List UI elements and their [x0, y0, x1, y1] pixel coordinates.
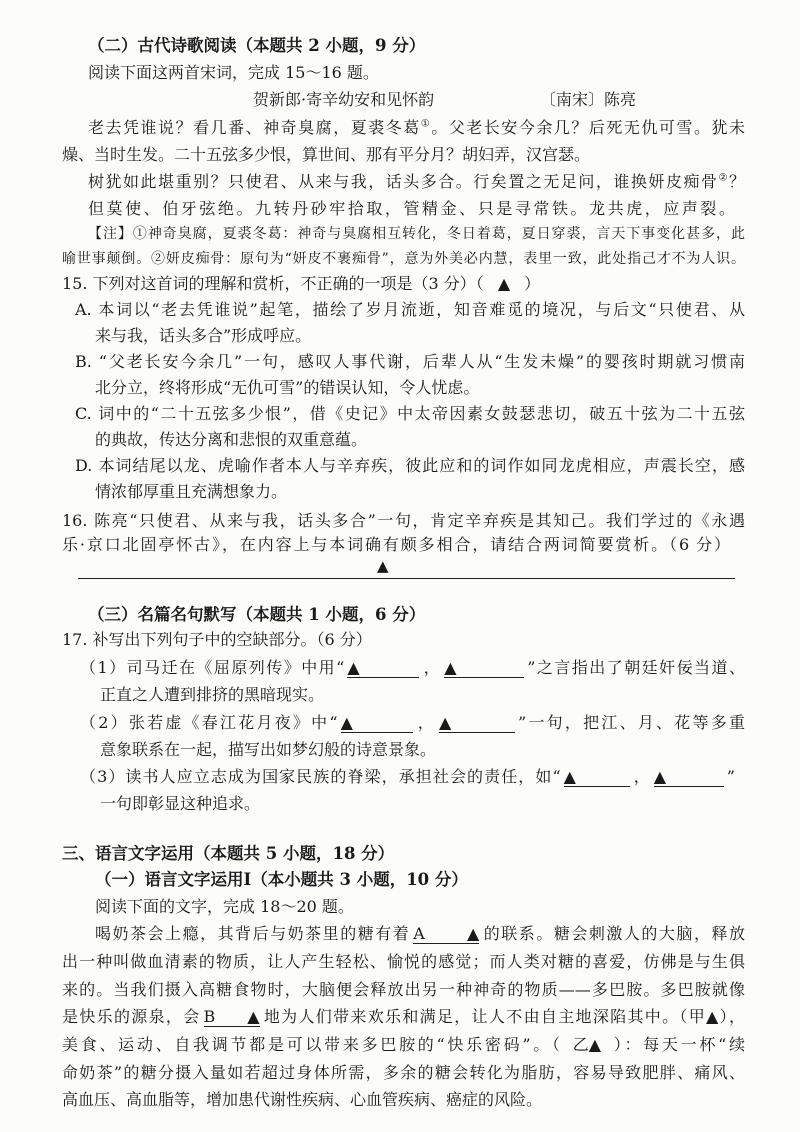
- fill-blank-a: A▲: [413, 924, 480, 943]
- poetry-instruction: 阅读下面这两首宋词，完成 15～16 题。: [88, 63, 379, 82]
- passage-text: 地为人们带来欢乐和满足，让人不由自主地深陷其中。（: [262, 1007, 689, 1026]
- passage-line-2: 出一种叫做血清素的物质，让人产生轻松、愉悦的感觉；而人类对糖的喜爱，仿佛是与生俱: [62, 952, 745, 971]
- item-text: ”一句，把江、月、花等多重: [518, 713, 745, 732]
- answer-mark-yi: 乙▲: [572, 1035, 601, 1054]
- item-text: ，: [422, 658, 442, 677]
- recitation-item-1-line-2: 正直之人遭到排挤的黑暗现实。: [100, 685, 325, 704]
- fill-blank: ▲: [439, 714, 515, 733]
- option-b-line-1: B. “父老长安今余几”一句，感叹人事代谢，后辈人从“生发未燥”的婴孩时期就习惯南: [75, 352, 745, 371]
- passage-line-3: 来的。当我们摄入高糖食物时，大脑便会释放出另一种神奇的物质——多巴胺。多巴胺就像: [62, 980, 745, 999]
- language-subsection-heading: （一）语言文字运用Ⅰ（本小题共 3 小题，10 分）: [95, 870, 468, 889]
- item-text: （3）读书人应立志成为国家民族的脊梁，承担社会的责任，如“: [80, 767, 561, 786]
- footnote-marker: ②: [718, 172, 729, 184]
- option-c-line-2: 的典故，传达分离和悲恨的双重意蕴。: [95, 430, 368, 449]
- poem-note-line: 喻世事颠倒。②妍皮痴骨：原句为“妍皮不裹痴骨”，意为外美必内慧，表里一致，此处指己才不为人识。: [62, 251, 745, 267]
- passage-line-5: [62, 1034, 745, 1056]
- language-section-heading: 三、语言文字运用（本题共 5 小题，18 分）: [62, 844, 395, 863]
- passage-text: ），: [719, 1007, 745, 1026]
- answer-mark-jia: 甲▲: [688, 1007, 720, 1026]
- passage-line-1: [95, 923, 745, 945]
- poetry-section-heading: （二）古代诗歌阅读（本题共 2 小题，9 分）: [88, 36, 426, 55]
- question-16-line-2: 乐·京口北固亭怀古》，在内容上与本词确有颇多相合，请结合两词简要赏析。（6 分）: [62, 535, 730, 554]
- poem-author: 〔南宋〕陈亮: [540, 90, 637, 109]
- question-17-stem: 17. 补写出下列句子中的空缺部分。（6 分）: [62, 630, 372, 649]
- fill-blank-b: B▲: [203, 1007, 260, 1026]
- footnote-marker: ①: [420, 118, 432, 130]
- recitation-item-2-line-2: 意象联系在一起，描写出如梦幻般的诗意景象。: [100, 740, 437, 759]
- option-d-line-2: 情浓郁厚重且充满想象力。: [95, 482, 288, 501]
- item-text: ”之言指出了朝廷奸佞当道、: [527, 658, 745, 677]
- passage-line-7: 高血压、高血脂等，增加患代谢性疾病、心血管疾病、癌症的风险。: [62, 1090, 543, 1109]
- poem-line-1: [88, 117, 745, 139]
- item-text: ，: [415, 713, 437, 732]
- passage-line-6: 命奶茶”的糖分摄入量如若超过身体所需，多余的糖会转化为脂肪，容易导致肥胖、痛风、: [62, 1063, 745, 1082]
- item-text: ”: [726, 767, 735, 786]
- poem-line-4: 但莫使、伯牙弦绝。九转丹砂牢拾取，管精金、只是寻常铁。龙共虎，应声裂。: [88, 199, 735, 218]
- passage-text: ）：每天一杯“续: [611, 1035, 745, 1054]
- question-text: 15. 下列对这首词的理解和赏析，不正确的一项是（3 分）（: [62, 274, 484, 293]
- option-b-line-2: 北分立，终将形成“无仇可雪”的错误认知，令人忧虑。: [95, 378, 480, 397]
- option-c-line-1: C. 词中的“二十五弦多少恨”，借《史记》中太帝因素女鼓瑟悲切，破五十弦为二十五弦: [75, 404, 745, 423]
- poem-text: 树犹如此堪重别？只使君、从来与我，话头多合。行矣置之无足问，谁换妍皮痴骨: [88, 172, 719, 191]
- passage-text: 的联系。糖会刺激人的大脑，释放: [482, 924, 745, 943]
- option-a-line-2: 来与我，话头多合”形成呼应。: [95, 326, 312, 345]
- question-16-line-1: 16. 陈亮“只使君、从来与我，话头多合”一句，肯定辛弃疾是其知己。我们学过的《永遇: [62, 511, 745, 530]
- passage-line-4: [62, 1006, 745, 1028]
- fill-blank: ▲: [341, 714, 413, 733]
- recitation-item-1: [80, 657, 745, 679]
- poem-line-3: [88, 171, 745, 193]
- fill-blank: ▲: [654, 768, 724, 787]
- poem-line-2: 燥、当时生发。二十五弦多少恨，算世间、那有平分月？胡妇弄，汉宫瑟。: [62, 145, 591, 164]
- poem-text: ？: [728, 172, 745, 191]
- question-15-stem: [62, 273, 540, 295]
- language-instruction: 阅读下面的文字，完成 18～20 题。: [95, 897, 354, 916]
- poem-text: 老去凭谁说？看几番、神奇臭腐，夏裘冬葛: [88, 118, 421, 137]
- item-text: ，: [632, 767, 651, 786]
- recitation-item-2: [80, 712, 745, 734]
- item-text: （1）司马迁在《屈原列传》中用“: [80, 658, 345, 677]
- answer-mark: ▲: [497, 274, 511, 293]
- poem-text: 。父老长安今余几？后死无仇可雪。犹未: [431, 118, 745, 137]
- passage-text: 喝奶茶会上瘾，其背后与奶茶里的糖有着: [95, 924, 411, 943]
- item-text: （2）张若虚《春江花月夜》中“: [80, 713, 338, 732]
- recitation-item-3-line-2: 一句即彰显这种追求。: [100, 794, 261, 813]
- passage-text: 是快乐的源泉，会: [62, 1007, 201, 1026]
- option-d-line-1: D. 本词结尾以龙、虎喻作者本人与辛弃疾，彼此应和的词作如同龙虎相应，声震长空，感: [75, 456, 745, 475]
- answer-line: [78, 578, 735, 579]
- poem-note-line: 【注】①神奇臭腐，夏裘冬葛：神奇与臭腐相互转化，冬日着葛，夏日穿裘，言天下事变化甚多，此: [88, 226, 745, 242]
- answer-mark: ▲: [377, 557, 389, 575]
- option-a-line-1: A. 本词以“老去凭谁说”起笔，描绘了岁月流逝，知音难觅的境况，与后文“只使君、从: [75, 300, 745, 319]
- question-text: ）: [524, 274, 541, 293]
- fill-blank: ▲: [347, 659, 419, 678]
- passage-text: 美食、运动、自我调节都是可以带来多巴胺的“快乐密码”。（: [62, 1035, 563, 1054]
- fill-blank: ▲: [444, 659, 524, 678]
- poem-title: 贺新郎·寄辛幼安和见怀韵: [253, 90, 435, 109]
- fill-blank: ▲: [564, 768, 630, 787]
- recitation-item-3: [80, 766, 735, 788]
- recitation-section-heading: （三）名篇名句默写（本题共 1 小题，6 分）: [88, 605, 426, 624]
